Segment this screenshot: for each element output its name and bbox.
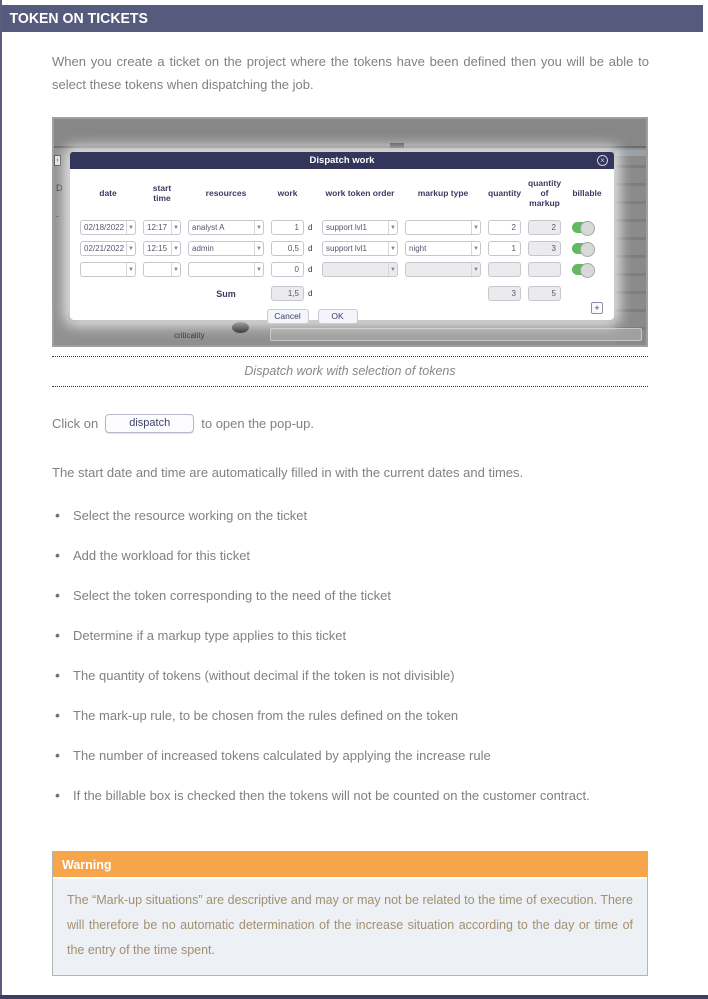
section-header (2, 5, 703, 32)
warning-title: Warning (62, 857, 112, 872)
date-select[interactable] (80, 262, 136, 277)
click-prefix: Click on (52, 416, 99, 431)
col-header-date: date (99, 188, 117, 198)
sum-unit-label: d (308, 289, 313, 298)
chevron-down-icon: ▼ (254, 242, 263, 255)
work-unit-label: d (308, 223, 313, 232)
resources-select[interactable] (188, 241, 264, 256)
resources-select[interactable] (188, 262, 264, 277)
page-bottom-border (0, 995, 708, 999)
sum-quantity-of-markup-field: 5 (528, 286, 561, 301)
close-icon[interactable]: × (597, 155, 608, 166)
work-input[interactable]: 0 (271, 262, 304, 277)
chevron-down-icon: ▼ (126, 263, 135, 276)
start-time-select[interactable] (143, 262, 181, 277)
chevron-down-icon: ▼ (388, 263, 397, 276)
dialog-header-row (70, 172, 614, 214)
col-header-billable: billable (572, 188, 602, 198)
click-suffix: to open the pop-up. (201, 416, 314, 431)
sum-work-field: 1,5 (271, 286, 304, 301)
col-header-quantity-of-markup: quantity of markup (528, 178, 562, 208)
billable-cell (570, 243, 604, 254)
sum-label: Sum (216, 288, 236, 299)
work-token-order-select[interactable] (322, 220, 398, 235)
criticality-label: criticality (174, 331, 205, 340)
dispatch-row-2 (70, 241, 614, 256)
page-left-border (0, 0, 2, 999)
list-item: • The quantity of tokens (without decimal if the token is not divisible) (52, 664, 649, 687)
col-header-work: work (277, 188, 298, 198)
work-token-order-select[interactable] (322, 262, 398, 277)
quantity-of-markup-field: 3 (528, 241, 561, 256)
token-value: support lvl1 (326, 244, 367, 253)
col-header-quantity: quantity (488, 188, 522, 198)
chevron-down-icon: ▼ (171, 242, 180, 255)
figure (52, 117, 648, 387)
col-header-markup-type: markup type (417, 188, 469, 198)
ok-button[interactable]: OK (318, 309, 358, 324)
markup-value: night (409, 244, 427, 253)
figure-caption: Dispatch work with selection of tokens (52, 356, 648, 387)
markup-type-select[interactable] (405, 262, 481, 277)
cancel-button[interactable]: Cancel (267, 309, 309, 324)
billable-toggle[interactable] (572, 264, 594, 275)
markup-type-select[interactable] (405, 241, 481, 256)
chevron-down-icon: ▼ (471, 263, 480, 276)
autofill-paragraph: The start date and time are automatically filled in with the current dates and times. (52, 465, 524, 480)
click-instruction (52, 414, 314, 433)
billable-cell (570, 222, 604, 233)
screenshot (52, 117, 648, 347)
work-unit-label: d (308, 265, 313, 274)
work-token-order-select[interactable] (322, 241, 398, 256)
chevron-down-icon: ▼ (254, 263, 263, 276)
warning-box (52, 851, 648, 976)
screenshot-dark-dash (390, 143, 404, 148)
background-letter: D (56, 183, 63, 193)
warning-body: The “Mark-up situations” are descriptive and may or may not be related to the time of execution. There will therefore be no automatic determination of the increase situation according to the day or time of the entry of the time spent. (53, 879, 647, 975)
work-unit-label: d (308, 244, 313, 253)
work-input[interactable]: 0,5 (271, 241, 304, 256)
quantity-input[interactable]: 1 (488, 241, 521, 256)
quantity-of-markup-field (528, 262, 561, 277)
work-input[interactable]: 1 (271, 220, 304, 235)
list-item: • If the billable box is checked then the tokens will not be counted on the customer contract. (52, 784, 649, 807)
start-time-value: 12:15 (147, 244, 168, 253)
chevron-down-icon: ▼ (471, 242, 480, 255)
token-value: support lvl1 (326, 223, 367, 232)
dispatch-row-3 (70, 262, 614, 277)
chevron-down-icon: ▼ (388, 242, 397, 255)
chevron-down-icon: ▼ (126, 242, 135, 255)
list-item: • Determine if a markup type applies to this ticket (52, 624, 649, 647)
chevron-down-icon: ▼ (171, 221, 180, 234)
chevron-down-icon: ▼ (254, 221, 263, 234)
start-time-select[interactable] (143, 241, 181, 256)
sum-row (70, 286, 614, 301)
dialog-title: Dispatch work (309, 155, 375, 166)
bullet-list (52, 504, 649, 824)
resources-select[interactable] (188, 220, 264, 235)
chevron-down-icon: ▼ (388, 221, 397, 234)
list-item: • The number of increased tokens calculated by applying the increase rule (52, 744, 649, 767)
sum-quantity-field: 3 (488, 286, 521, 301)
dispatch-work-dialog (70, 152, 614, 320)
list-item: • Select the resource working on the ticket (52, 504, 649, 527)
dispatch-row-1 (70, 220, 614, 235)
col-header-start-time: start time (152, 183, 172, 203)
quantity-of-markup-field: 2 (528, 220, 561, 235)
col-header-resources: resources (205, 188, 247, 198)
quantity-input[interactable]: 2 (488, 220, 521, 235)
dialog-title-bar[interactable] (70, 152, 614, 169)
date-value: 02/18/2022 (84, 223, 125, 232)
page-title: TOKEN ON TICKETS (9, 10, 148, 27)
billable-toggle[interactable] (572, 243, 594, 254)
date-select[interactable] (80, 241, 136, 256)
list-item: • Select the token corresponding to the need of the ticket (52, 584, 649, 607)
screenshot-top-bar (54, 119, 646, 148)
billable-cell (570, 264, 604, 275)
dialog-buttons (70, 309, 554, 324)
chevron-down-icon: ▼ (471, 221, 480, 234)
chevron-down-icon: ▼ (126, 221, 135, 234)
intro-paragraph: When you create a ticket on the project where the tokens have been defined then you will be able to select these tokens when dispatching the job. (52, 54, 649, 92)
list-item: • Add the workload for this ticket (52, 544, 649, 567)
add-row-button[interactable]: + (591, 302, 603, 314)
background-chevron-icon: › (54, 155, 61, 166)
background-table-rows (615, 150, 646, 345)
resources-value: admin (192, 244, 214, 253)
criticality-input[interactable] (270, 328, 642, 341)
billable-toggle[interactable] (572, 222, 594, 233)
dispatch-button[interactable]: dispatch (105, 414, 194, 433)
list-item: • The mark-up rule, to be chosen from the rules defined on the token (52, 704, 649, 727)
warning-header (53, 852, 647, 877)
quantity-input (488, 262, 521, 277)
chevron-down-icon: ▼ (171, 263, 180, 276)
markup-type-select[interactable] (405, 220, 481, 235)
col-header-work-token-order: work token order (325, 188, 395, 198)
start-time-select[interactable] (143, 220, 181, 235)
start-time-value: 12:17 (147, 223, 168, 232)
date-select[interactable] (80, 220, 136, 235)
background-dash: - (56, 211, 59, 221)
resources-value: analyst A (192, 223, 225, 232)
date-value: 02/21/2022 (84, 244, 125, 253)
